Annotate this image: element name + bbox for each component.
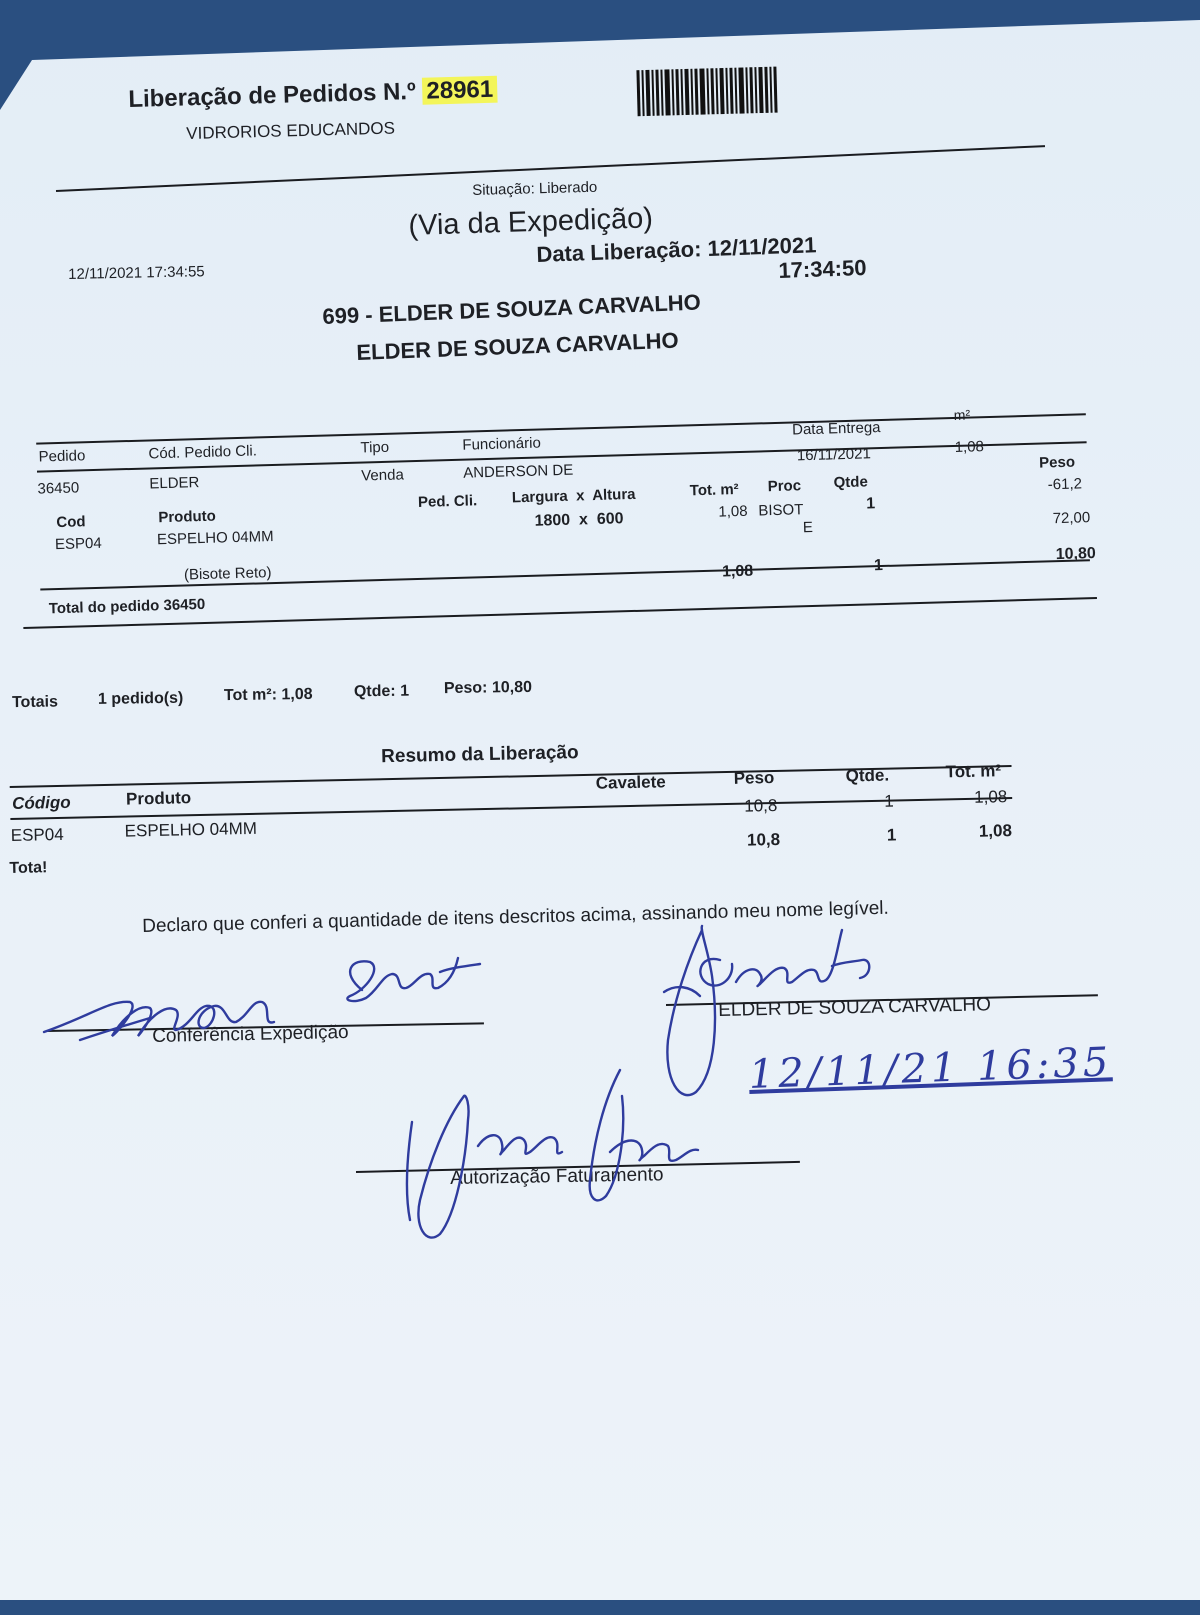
order-funcionario: ANDERSON DE bbox=[462, 461, 574, 482]
summary-total-peso: 10,8 bbox=[746, 829, 781, 850]
summary-total-tot-m2: 1,08 bbox=[978, 821, 1013, 841]
summary-row-codigo: ESP04 bbox=[10, 824, 64, 845]
item-note: (Bisote Reto) bbox=[183, 564, 272, 584]
header-qtde: Qtde bbox=[833, 473, 869, 492]
totals-label: Totais bbox=[11, 693, 59, 712]
order-pedido: 36450 bbox=[37, 479, 80, 498]
header-proc: Proc bbox=[767, 477, 802, 496]
item-proc-line-1: BISOT bbox=[758, 501, 804, 520]
order-tipo: Venda bbox=[361, 466, 405, 485]
item-produto: ESPELHO 04MM bbox=[156, 528, 274, 549]
totals-pedidos: 1 pedido(s) bbox=[97, 689, 184, 708]
summary-header-produto: Produto bbox=[125, 788, 192, 809]
totals-peso: Peso: 10,80 bbox=[443, 678, 533, 698]
client-line-2: ELDER DE SOUZA CARVALHO bbox=[356, 327, 680, 365]
order-peso: -61,2 bbox=[1047, 475, 1083, 494]
order-m2: 1,08 bbox=[954, 438, 985, 456]
summary-total-label: Tota! bbox=[9, 859, 48, 878]
summary-header-qtde: Qtde. bbox=[845, 765, 890, 786]
header-produto: Produto bbox=[158, 507, 217, 527]
item-proc-line-2: E bbox=[802, 518, 814, 537]
header-largura-altura: Largura x Altura bbox=[511, 485, 636, 507]
print-timestamp: 12/11/2021 17:34:55 bbox=[68, 263, 205, 283]
subtotal-m2: 1,08 bbox=[721, 562, 754, 581]
declaration-text: Declaro que conferi a quantidade de itens descritos acima, assinando meu nome legível. bbox=[142, 897, 890, 937]
handwritten-date: 12/11/21 16:35 bbox=[748, 1039, 1114, 1098]
item-qtde: 1 bbox=[865, 495, 876, 513]
order-total-label: Total do pedido 36450 bbox=[48, 595, 206, 618]
summary-row-qtde: 1 bbox=[884, 791, 894, 811]
order-data-entrega: 16/11/2021 bbox=[796, 445, 872, 465]
summary-header-peso: Peso bbox=[733, 767, 775, 788]
totals-qtde: Qtde: 1 bbox=[353, 682, 410, 701]
client-line-1: 699 - ELDER DE SOUZA CARVALHO bbox=[322, 289, 702, 329]
subtotal-qtde: 1 bbox=[873, 557, 884, 575]
client-signature-label: ELDER DE SOUZA CARVALHO bbox=[718, 994, 992, 1021]
subtotal-peso: 10,80 bbox=[1055, 545, 1096, 564]
header-peso: Peso bbox=[1038, 453, 1076, 472]
summary-header-cavalete: Cavalete bbox=[595, 772, 666, 793]
order-cod-pedido-cli: ELDER bbox=[149, 474, 200, 493]
item-dimensions: 1800 x 600 bbox=[534, 510, 624, 530]
via-label: (Via da Expedição) bbox=[408, 202, 654, 242]
summary-header-tot-m2: Tot. m² bbox=[945, 761, 1002, 782]
totals-tot-m2: Tot m²: 1,08 bbox=[223, 685, 313, 705]
release-date: Data Liberação: 12/11/2021 bbox=[536, 232, 817, 267]
summary-title: Resumo da Liberação bbox=[380, 742, 579, 768]
summary-row-peso: 10,8 bbox=[744, 795, 778, 816]
summary-header-codigo: Código bbox=[11, 792, 71, 813]
header-m2: m² bbox=[953, 406, 971, 423]
status-text: Situação: Liberado bbox=[472, 178, 598, 199]
item-cod: ESP04 bbox=[54, 534, 102, 554]
header-pedido: Pedido bbox=[38, 447, 86, 466]
autorizacao-label: Autorização Faturamento bbox=[450, 1164, 664, 1189]
summary-row-tot-m2: 1,08 bbox=[973, 787, 1008, 807]
header-data-entrega: Data Entrega bbox=[791, 419, 881, 439]
order-number: 28961 bbox=[422, 76, 497, 105]
item-value: 72,00 bbox=[1052, 509, 1091, 528]
header-tot-m2: Tot. m² bbox=[689, 481, 739, 500]
header-cod: Cod bbox=[56, 513, 86, 532]
header-funcionario: Funcionário bbox=[462, 434, 542, 454]
company-name: VIDRORIOS EDUCANDOS bbox=[186, 118, 396, 143]
release-time: 17:34:50 bbox=[778, 254, 867, 283]
summary-row-produto: ESPELHO 04MM bbox=[124, 818, 258, 841]
conferencia-label: Conferência Expedição bbox=[152, 1021, 349, 1047]
header-tipo: Tipo bbox=[360, 438, 390, 457]
header-ped-cli: Ped. Cli. bbox=[417, 492, 478, 511]
header-cod-pedido-cli: Cód. Pedido Cli. bbox=[148, 442, 258, 463]
item-tot-m2: 1,08 bbox=[718, 502, 748, 521]
summary-total-qtde: 1 bbox=[886, 825, 897, 845]
title-prefix: Liberação de Pedidos N.º bbox=[128, 77, 417, 113]
